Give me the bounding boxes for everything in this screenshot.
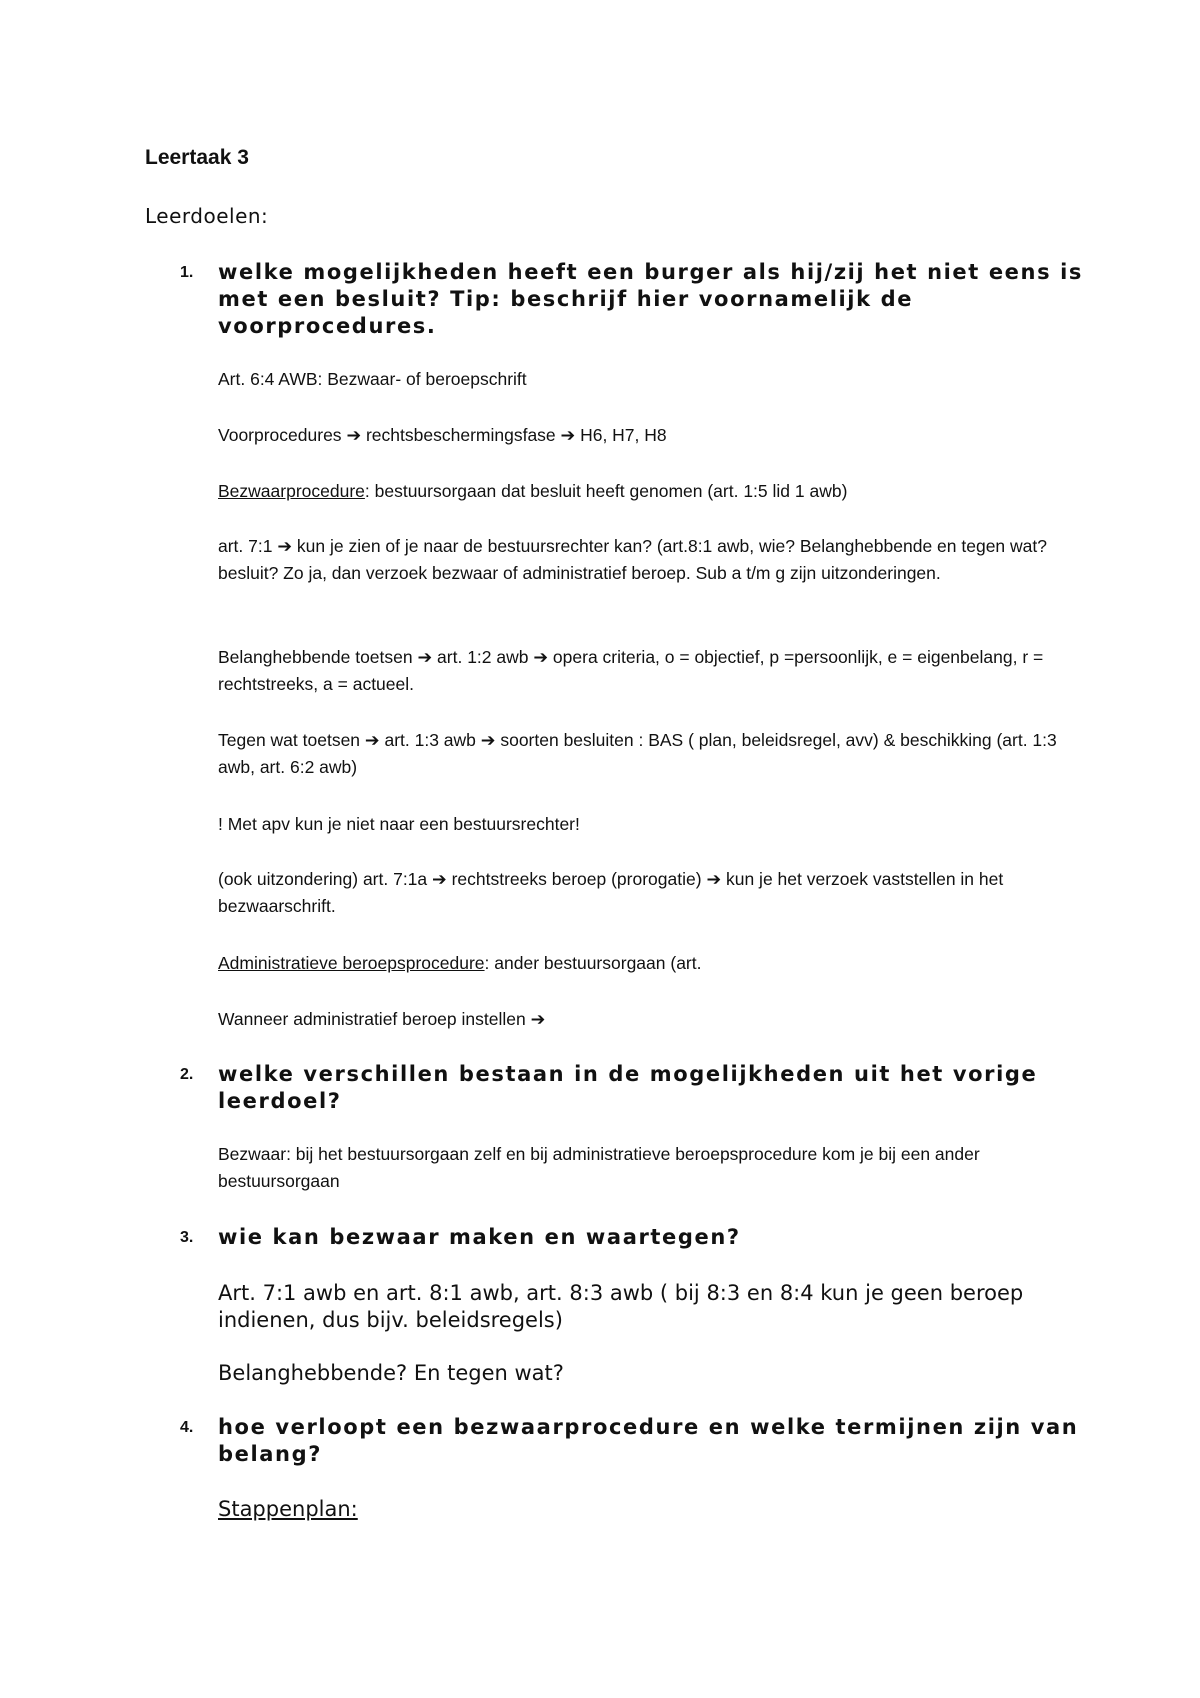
note-bezwaarprocedure xyxy=(218,478,1098,505)
section-label-stappenplan: Stappenplan: xyxy=(218,1497,358,1521)
note-text: : ander bestuursorgaan (art. xyxy=(484,953,702,973)
note-text: Wanneer administratief beroep instellen xyxy=(218,1009,526,1029)
arrow-right-icon: ➔ xyxy=(346,425,362,445)
note-ook-uitzondering xyxy=(218,866,1098,920)
note-text: kun je het verzoek vaststellen in het bezwaarschrift. xyxy=(218,869,1004,916)
arrow-right-icon: ➔ xyxy=(480,730,496,750)
note-text: rechtsbeschermingsfase xyxy=(365,425,556,445)
arrow-right-icon: ➔ xyxy=(364,730,380,750)
note-voorprocedures xyxy=(218,422,1098,449)
note-administratieve-beroepsprocedure xyxy=(218,950,1098,977)
note-belanghebbende xyxy=(218,644,1098,698)
question-number-2: 2. xyxy=(180,1066,194,1083)
note-text: art. 1:2 awb xyxy=(437,647,529,667)
note-apv: ! Met apv kun je niet naar een bestuursrechter! xyxy=(218,814,580,834)
section-label-bezwaarprocedure: Bezwaarprocedure xyxy=(218,481,365,501)
note-belanghebbende-vraag: Belanghebbende? En tegen wat? xyxy=(218,1361,564,1385)
note-art-6-4: Art. 6:4 AWB: Bezwaar- of beroepschrift xyxy=(218,369,527,389)
note-text: Belanghebbende toetsen xyxy=(218,647,413,667)
question-1-text: welke mogelijkheden heeft een burger als hij/zij het niet eens is met een besluit? Tip: beschrijf hier voornamelijk de voorprocedures. xyxy=(218,260,1083,338)
note-art-7-1 xyxy=(218,533,1098,587)
arrow-right-icon: ➔ xyxy=(277,536,293,556)
question-number-1: 1. xyxy=(180,264,194,281)
note-text: Voorprocedures xyxy=(218,425,342,445)
arrow-right-icon: ➔ xyxy=(706,869,722,889)
note-wanneer xyxy=(218,1006,1098,1033)
note-text: art. 1:3 awb xyxy=(384,730,476,750)
note-text: rechtstreeks beroep (prorogatie) xyxy=(451,869,702,889)
question-2-text: welke verschillen bestaan in de mogelijkheden uit het vorige leerdoel? xyxy=(218,1062,1038,1113)
arrow-right-icon: ➔ xyxy=(417,647,433,667)
question-number-4: 4. xyxy=(180,1419,194,1436)
question-number-3: 3. xyxy=(180,1229,194,1246)
note-text: kun je zien of je naar de bestuursrechter kan? (art.8:1 awb, wie? Belanghebbende en tegen wat? besluit? Zo ja, dan verzoek bezwaar of administratief beroep. Sub a t/m g zijn uitzonderingen. xyxy=(218,536,1047,583)
note-text: H6, H7, H8 xyxy=(580,425,667,445)
note-text: : bestuursorgaan dat besluit heeft genomen (art. 1:5 lid 1 awb) xyxy=(364,481,848,501)
arrow-right-icon: ➔ xyxy=(560,425,576,445)
note-text: soorten besluiten : BAS ( plan, beleidsregel, avv) & beschikking (art. 1:3 awb, art. 6:2 awb) xyxy=(218,730,1057,777)
arrow-right-icon: ➔ xyxy=(432,869,447,889)
note-text: (ook uitzondering) art. 7:1a xyxy=(218,869,428,889)
question-4-text: hoe verloopt een bezwaarprocedure en welke termijnen zijn van belang? xyxy=(218,1415,1079,1466)
arrow-right-icon: ➔ xyxy=(530,1009,546,1029)
note-text: opera criteria, o = objectief, p =persoonlijk, e = eigenbelang, r = rechtstreeks, a = actueel. xyxy=(218,647,1044,694)
note-tegen-wat xyxy=(218,727,1098,781)
arrow-right-icon: ➔ xyxy=(533,647,549,667)
note-text: Tegen wat toetsen xyxy=(218,730,361,750)
document-subtitle: Leerdoelen: xyxy=(145,204,269,228)
note-text: art. 7:1 xyxy=(218,536,273,556)
section-label-administratieve: Administratieve beroepsprocedure xyxy=(218,953,485,973)
document-title: Leertaak 3 xyxy=(145,146,249,169)
note-bezwaar-verschil: Bezwaar: bij het bestuursorgaan zelf en bij administratieve beroepsprocedure kom je bij een ander bestuursorgaan xyxy=(218,1144,980,1191)
question-3-text: wie kan bezwaar maken en waartegen? xyxy=(218,1225,741,1249)
note-art-7-1-8-1: Art. 7:1 awb en art. 8:1 awb, art. 8:3 awb ( bij 8:3 en 8:4 kun je geen beroep indienen, dus bijv. beleidsregels) xyxy=(218,1281,1024,1332)
